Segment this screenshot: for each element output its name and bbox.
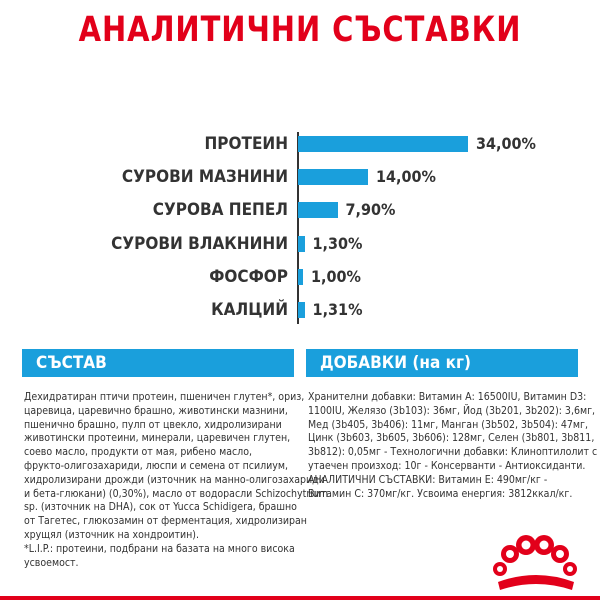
nutrient-label: СУРОВИ МАЗНИНИ: [121, 167, 288, 188]
nutrient-bar: [298, 302, 305, 318]
nutrient-label: ФОСФОР: [209, 266, 288, 287]
composition-line: соево масло, продукти от мая, рибено масло,: [24, 446, 253, 459]
additives-text: [308, 391, 598, 501]
nutrient-bar: [298, 202, 338, 218]
additives-line: Цинк (3b603, 3b605, 3b606): 128мг, Селен (3b801, 3b811,: [308, 432, 595, 445]
additives-line: Мед (3b405, 3b406): 11мг, Манган (3b502, 3b504): 47мг,: [308, 418, 588, 431]
nutrient-value: 34,00%: [476, 134, 536, 153]
additives-line: 3b812): 0,05мг - Технологични добавки: Клиноптилолит с: [308, 446, 598, 459]
composition-line: усвоемост.: [24, 556, 79, 569]
composition-line: фрукто-олигозахариди, люспи и семена от псилиум,: [24, 459, 288, 472]
nutrient-value: 7,90%: [345, 200, 396, 220]
nutrient-label: ПРОТЕИН: [204, 134, 288, 154]
composition-header: [22, 349, 294, 377]
composition-line: животински протеини, минерали, царевичен глутен,: [24, 432, 291, 445]
composition-line: пшенично брашно, пулп от цвекло, хидролизирани: [24, 418, 282, 431]
nutrient-label: СУРОВИ ВЛАКНИНИ: [111, 233, 288, 254]
additives-line: Хранителни добавки: Витамин А: 16500IU, Витамин D3:: [308, 391, 587, 403]
nutrient-value: 1,30%: [312, 233, 363, 253]
chart-axis-line: [297, 132, 299, 324]
additives-heading: ДОБАВКИ (на кг): [320, 353, 471, 373]
composition-line: хидролизирани дрожди (източник на манно-олигозахариди: [24, 473, 325, 486]
composition-line: sp. (източник на DHA), сок от Yucca Schidigera, брашно: [24, 501, 297, 514]
additives-line: Витамин С: 370мг/кг. Усвоима енергия: 3812ккал/кг.: [308, 487, 573, 500]
composition-line: хрущял (източник на хондроитин).: [24, 528, 199, 541]
additives-line: АНАЛИТИЧНИ СЪСТАВКИ: Витамин Е: 490мг/кг -: [308, 473, 548, 486]
nutrient-label: КАЛЦИЙ: [211, 300, 288, 320]
additives-line: утаечен произход: 10г - Консерванти - Антиоксиданти.: [308, 459, 586, 472]
nutrient-bar: [298, 169, 368, 185]
composition-line: царевица, царевично брашно, животински мазнини,: [24, 404, 288, 417]
royal-canin-crown-icon: [486, 530, 586, 592]
nutrient-value: 1,00%: [311, 266, 361, 286]
nutrient-value: 1,31%: [312, 300, 363, 319]
bottom-accent-line: [0, 596, 600, 600]
composition-line: Дехидратиран птичи протеин, пшеничен глутен*, ориз,: [24, 391, 305, 403]
page-title: АНАЛИТИЧНИ СЪСТАВКИ: [78, 10, 522, 50]
nutrient-label: СУРОВА ПЕПЕЛ: [152, 200, 288, 221]
nutrient-value: 14,00%: [376, 167, 436, 187]
composition-line: *L.I.P.: протеини, подбрани на базата на много висока: [24, 542, 295, 555]
composition-heading: СЪСТАВ: [36, 353, 107, 373]
composition-line: и бета-глюкани) (0,30%), масло от водорасли Schizochytrium: [24, 487, 329, 500]
nutrient-bar: [298, 269, 303, 285]
nutrient-bar: [298, 136, 468, 152]
composition-line: от Тагетес, глюкозамин от ферментация, хидролизиран: [24, 515, 307, 528]
composition-text: [24, 391, 329, 570]
additives-header: [306, 349, 578, 377]
additives-line: 1100IU, Желязо (3b103): 36мг, Йод (3b201, 3b202): 3,6мг,: [308, 404, 596, 417]
nutrient-bar: [298, 236, 305, 252]
